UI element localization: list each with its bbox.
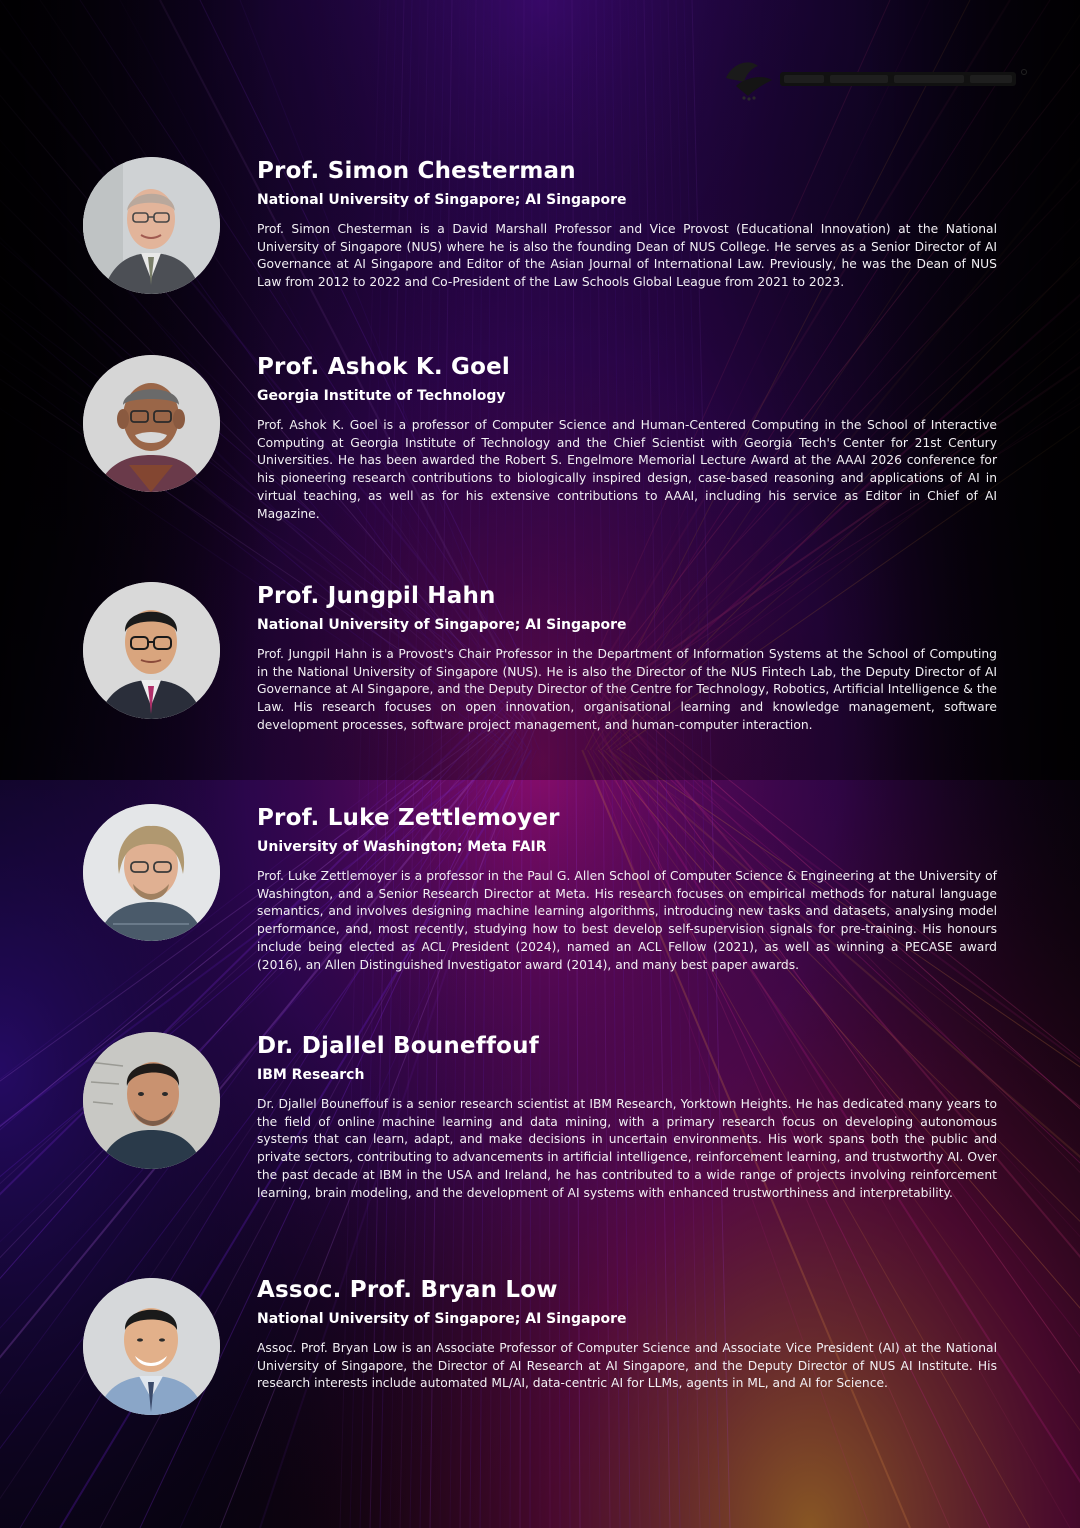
speaker-affiliation: National University of Singapore; AI Singapore	[257, 192, 627, 208]
speaker-bio: Dr. Djallel Bouneffouf is a senior research scientist at IBM Research, Yorktown Heights. He has dedicated many years to the field of online machine learning and data mining, with a primary research focus on developing autonomous systems that can learn, adapt, and make decisions in uncertain environments. His work spans both the public and private sectors, contributing to advancements in artificial intelligence, reinforcement learning, and trustworthy AI. Over the past decade at IBM in the USA and Ireland, he has contributed to a wide range of projects involving reinforcement learning, brain modeling, and the development of AI systems with enhanced trustworthiness and interpretability.	[257, 1097, 997, 1200]
speaker-bio: Prof. Ashok K. Goel is a professor of Computer Science and Human-Centered Computing in the School of Interactive Computing at Georgia Institute of Technology and the Chief Scientist with Georgia Tech's Center for 21st Century Universities. He has been awarded the Robert S. Engelmore Memorial Lecture Award at the AAAI 2026 conference for his pioneering research contributions to biologically inspired design, case-based reasoning and applications of AI in virtual teaching, as well as for his extensive contributions to AAAI, including his service as Editor in Chief of AI Magazine.	[257, 418, 997, 521]
event-logo	[718, 56, 1030, 104]
speaker-bio: Prof. Simon Chesterman is a David Marshall Professor and Vice Provost (Educational Innovation) at the National University of Singapore (NUS) where he is also the founding Dean of NUS College. He serves as a Senior Director of AI Governance at AI Singapore and Editor of the Asian Journal of International Law. Previously, he was the Dean of NUS Law from 2012 to 2022 and Co-President of the Law Schools Global League from 2021 to 2023.	[257, 222, 997, 290]
speaker-photo	[83, 355, 220, 492]
speaker-photo	[83, 1032, 220, 1169]
speaker-affiliation: IBM Research	[257, 1067, 365, 1083]
speaker-bio: Prof. Luke Zettlemoyer is a professor in the Paul G. Allen School of Computer Science & Engineering at the University of Washington, and a Senior Research Director at Meta. His research focuses on empirical methods for natural language semantics, and involves designing machine learning algorithms, introducing new tasks and datasets, analysing model performance, and, most recently, studying how to best develop self-supervision signals for pre-training. His honours include being elected as ACL President (2024), named an ACL Fellow (2021), as well as winning a PECASE award (2016), an Allen Distinguished Investigator award (2014), and many best paper awards.	[257, 869, 997, 972]
speaker-photo	[83, 1278, 220, 1415]
speaker-photo	[83, 582, 220, 719]
speaker-name: Dr. Djallel Bouneffouf	[257, 1033, 539, 1059]
speaker-name: Prof. Jungpil Hahn	[257, 583, 496, 609]
speaker-name: Assoc. Prof. Bryan Low	[257, 1277, 558, 1303]
speaker-bio: Assoc. Prof. Bryan Low is an Associate Professor of Computer Science and Associate Vice President (AI) at the National University of Singapore, the Director of AI Research at AI Singapore, and the Deputy Director of NUS AI Institute. His research interests include automated ML/AI, data-centric AI for LLMs, agents in ML, and AI for Science.	[257, 1341, 997, 1391]
speaker-affiliation: University of Washington; Meta FAIR	[257, 839, 547, 855]
speaker-affiliation: National University of Singapore; AI Singapore	[257, 617, 627, 633]
speaker-name: Prof. Simon Chesterman	[257, 158, 576, 184]
speaker-affiliation: National University of Singapore; AI Singapore	[257, 1311, 627, 1327]
speaker-bio: Prof. Jungpil Hahn is a Provost's Chair Professor in the Department of Information Systems at the School of Computing in the National University of Singapore (NUS). He is also the Director of the NUS Fintech Lab, the Deputy Director of AI Governance at AI Singapore, and the Deputy Director of the Centre for Technology, Robotics, Artificial Intelligence & the Law. His research focuses on open innovation, organisational learning and knowledge management, software development processes, software project management, and human-computer interaction.	[257, 647, 997, 732]
speaker-name: Prof. Ashok K. Goel	[257, 354, 510, 380]
speaker-photo	[83, 804, 220, 941]
speaker-photo	[83, 157, 220, 294]
speaker-affiliation: Georgia Institute of Technology	[257, 388, 506, 404]
speaker-name: Prof. Luke Zettlemoyer	[257, 805, 560, 831]
